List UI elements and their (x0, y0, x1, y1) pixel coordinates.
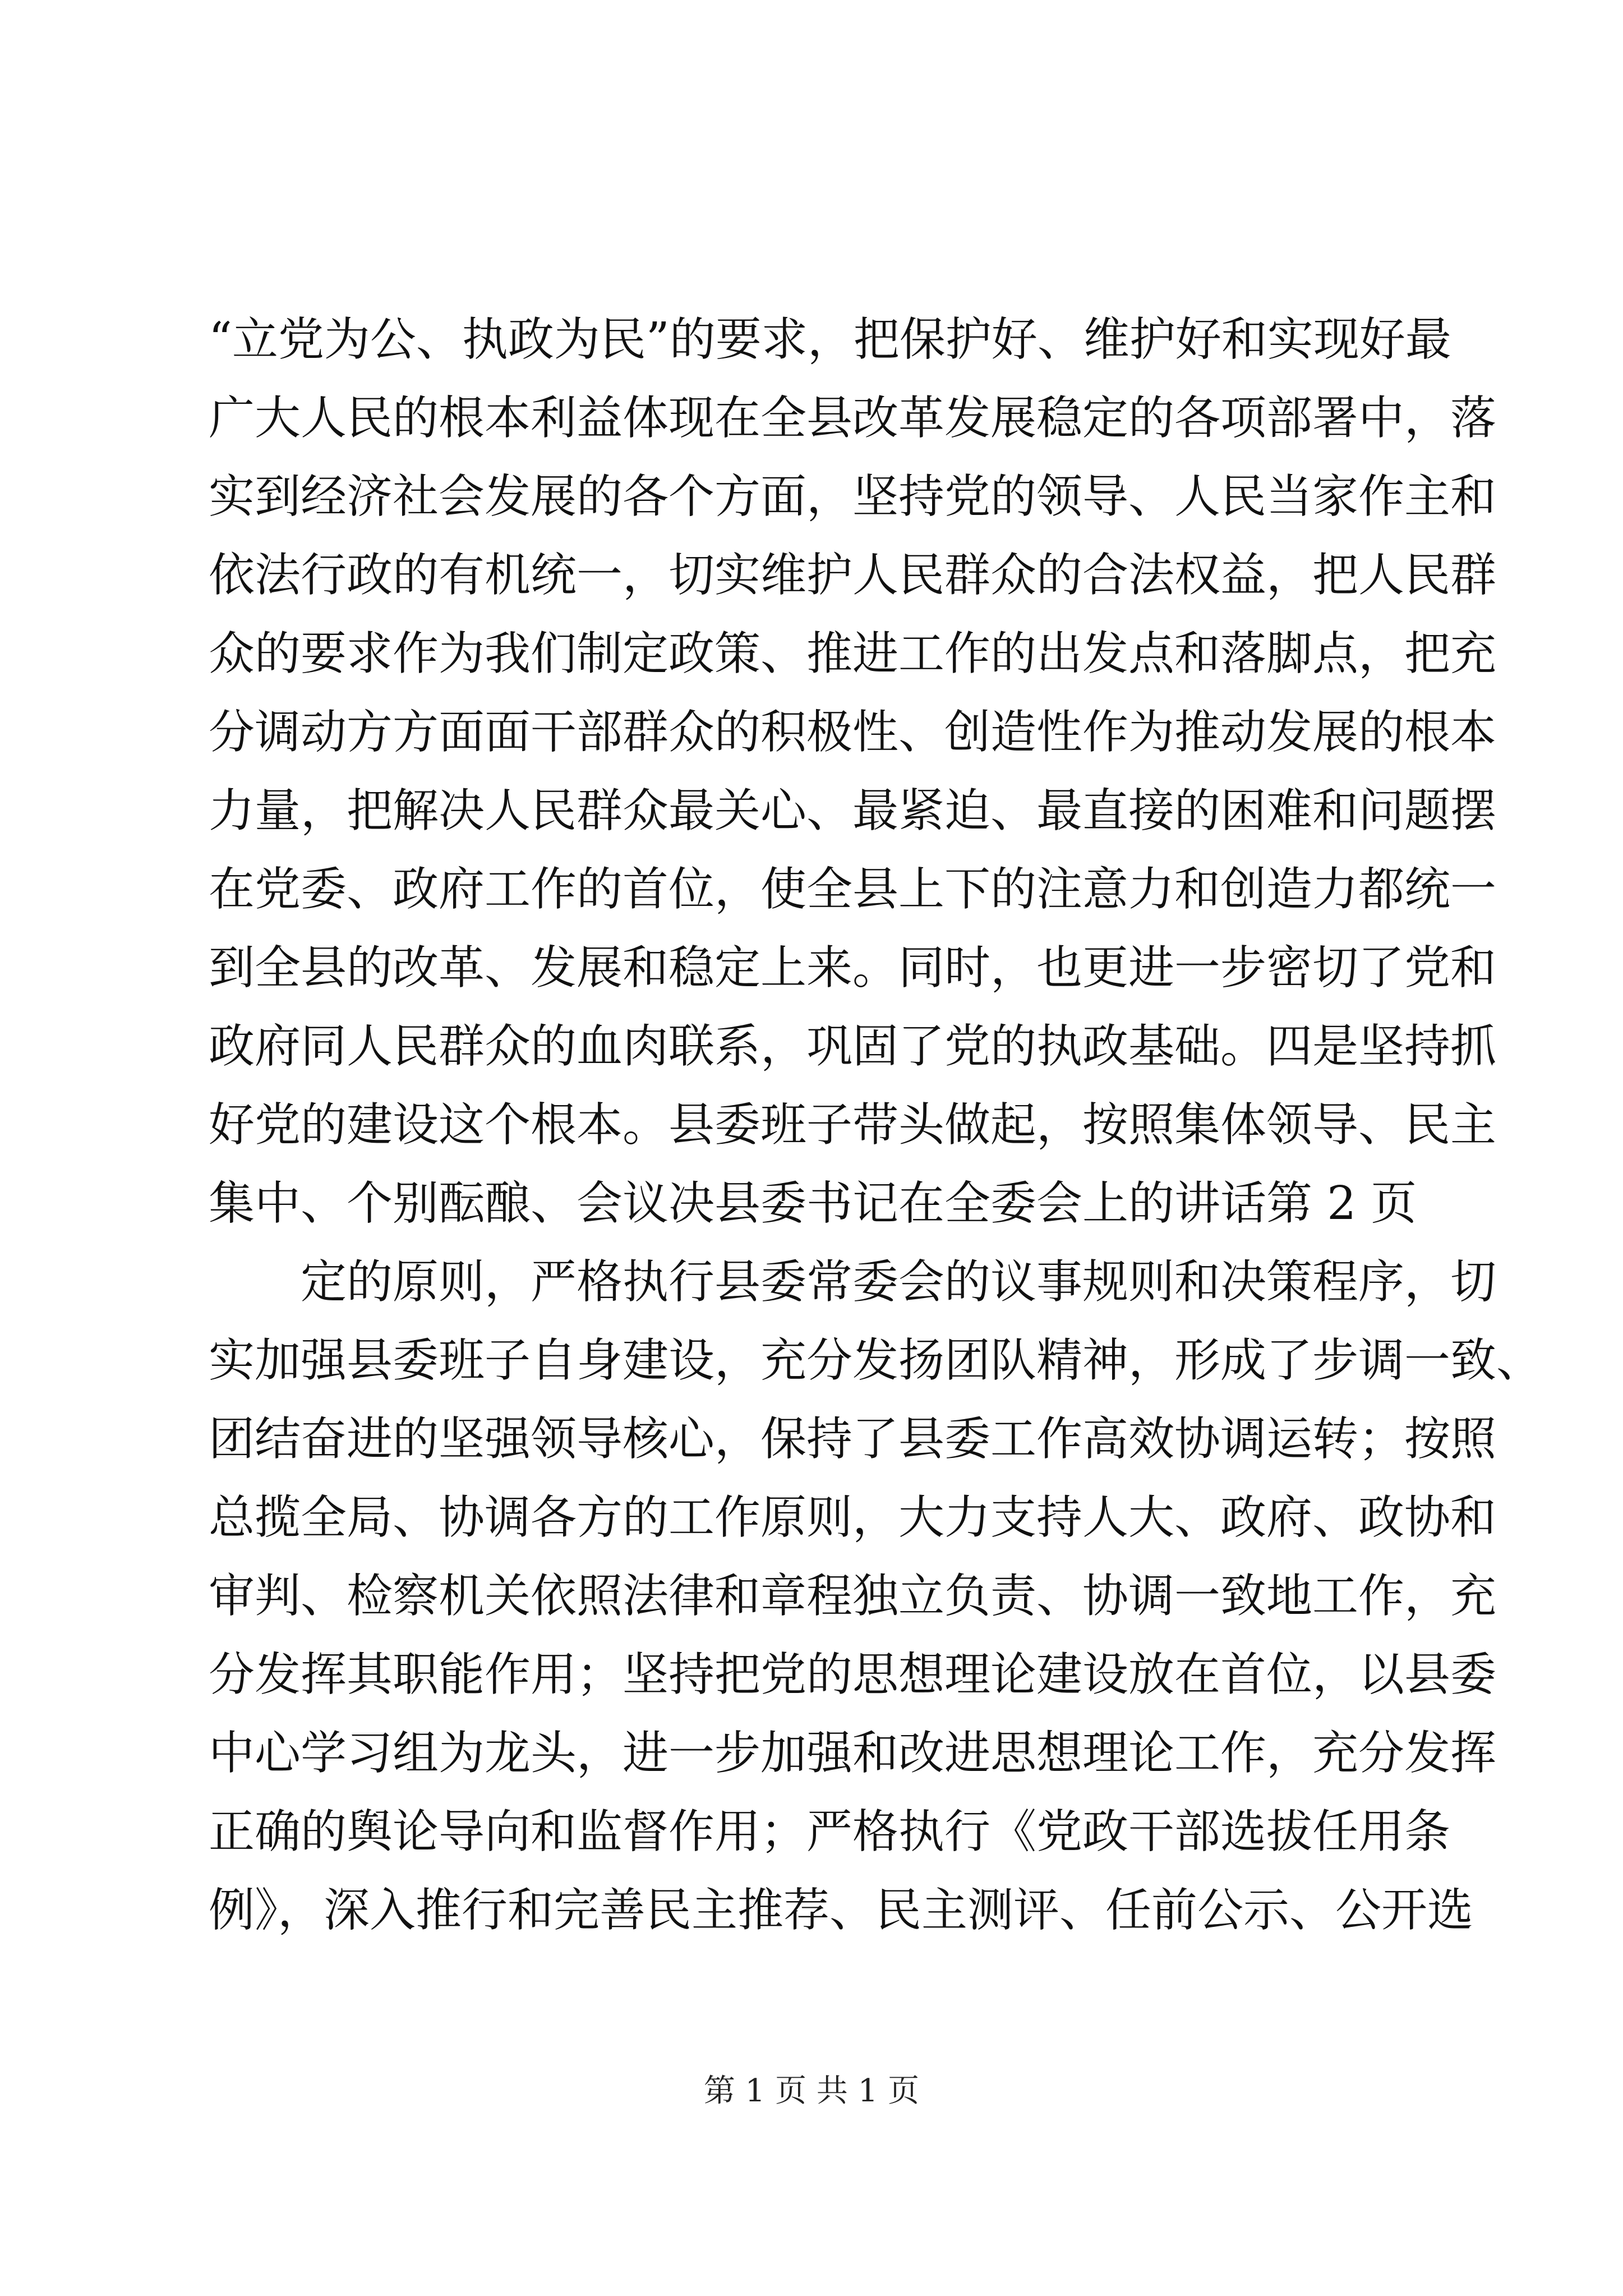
text-line: 团结奋进的坚强领导核心，保持了县委工作高效协调运转；按照 (209, 1412, 1497, 1466)
text-line: 总揽全局、协调各方的工作原则，大力支持人大、政府、政协和 (209, 1491, 1497, 1544)
text-line: 广大人民的根本利益体现在全县改革发展稳定的各项部署中，落 (209, 392, 1497, 445)
text-line: 审判、检察机关依照法律和章程独立负责、协调一致地工作，充 (209, 1570, 1497, 1623)
text-line: “立党为公、执政为民”的要求，把保护好、维护好和实现好最 (209, 313, 1451, 366)
text-line: 中心学习组为龙头，进一步加强和改进思想理论工作，充分发挥 (209, 1727, 1497, 1780)
text-line: 依法行政的有机统一，切实维护人民群众的合法权益，把人民群 (209, 549, 1497, 602)
text-line: 在党委、政府工作的首位，使全县上下的注意力和创造力都统一 (209, 863, 1497, 916)
text-line: 例》，深入推行和完善民主推荐、民主测评、任前公示、公开选 (209, 1884, 1474, 1937)
text-line: 实到经济社会发展的各个方面，坚持党的领导、人民当家作主和 (209, 470, 1497, 523)
paragraph-2 (209, 1243, 1543, 1950)
paragraph-1 (209, 301, 1497, 1243)
page-footer: 第 1 页 共 1 页 (703, 2073, 920, 2109)
text-line: 集中、个别酝酿、会议决县委书记在全委会上的讲话第 2 页 (209, 1177, 1417, 1230)
text-line: 力量，把解决人民群众最关心、最紧迫、最直接的困难和问题摆 (209, 784, 1497, 838)
text-line: 众的要求作为我们制定政策、推进工作的出发点和落脚点，把充 (209, 627, 1497, 680)
text-line: 好党的建设这个根本。县委班子带头做起，按照集体领导、民主 (209, 1098, 1497, 1152)
text-line: 到全县的改革、发展和稳定上来。同时，也更进一步密切了党和 (209, 941, 1497, 995)
text-line: 实加强县委班子自身建设，充分发扬团队精神，形成了步调一致、 (209, 1334, 1543, 1387)
text-line: 正确的舆论导向和监督作用；严格执行《党政干部选拔任用条 (209, 1805, 1451, 1858)
text-line: 分发挥其职能作用；坚持把党的思想理论建设放在首位，以县委 (209, 1648, 1497, 1701)
text-line: 政府同人民群众的血肉联系，巩固了党的执政基础。四是坚持抓 (209, 1020, 1497, 1073)
text-line: 分调动方方面面干部群众的积极性、创造性作为推动发展的根本 (209, 706, 1497, 759)
document-body (209, 301, 1543, 1950)
text-line: 定的原则，严格执行县委常委会的议事规则和决策程序，切 (301, 1255, 1497, 1309)
